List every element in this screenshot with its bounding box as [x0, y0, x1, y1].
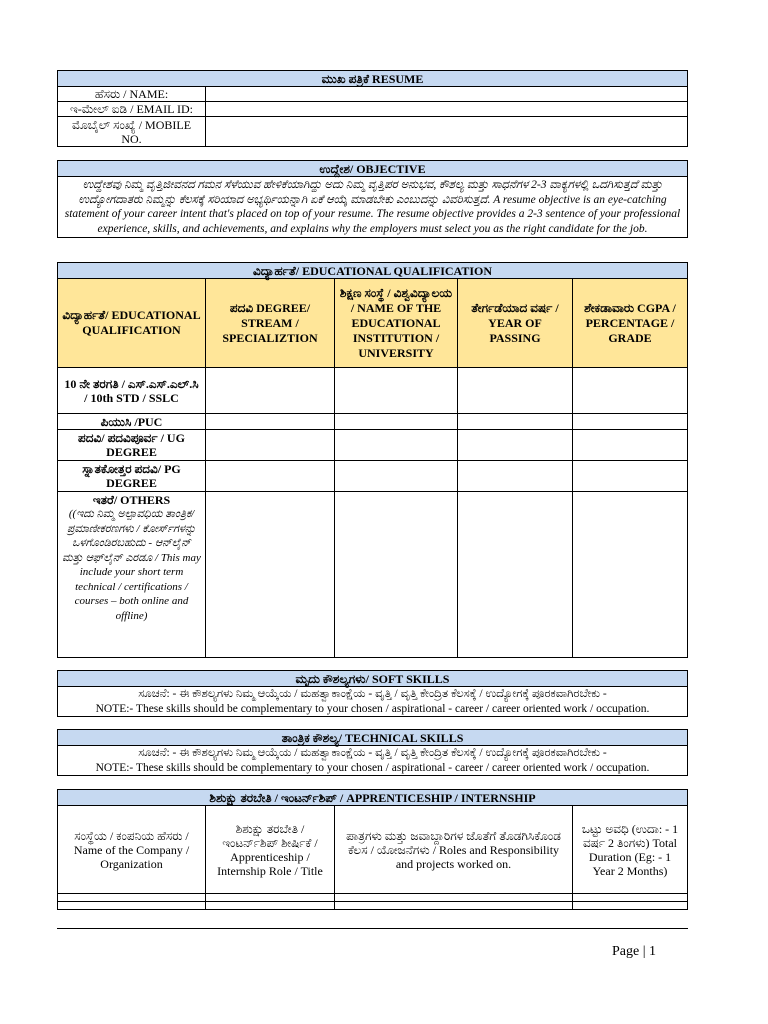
edu-cell[interactable] [335, 461, 458, 492]
table-row [58, 894, 688, 902]
intern-header-company: ಸಂಸ್ಥೆಯ / ಕಂಪನಿಯ ಹೆಸರು / Name of the Company / Organization [58, 806, 206, 894]
education-title: ವಿದ್ಯಾರ್ಹತೆ/ EDUCATIONAL QUALIFICATION [58, 263, 688, 279]
internship-title: ಶಿಶುಕ್ಷು ತರಬೇತಿ / ಇಂಟರ್ನ್‌ಶಿಪ್ / APPRENTICESHIP / INTERNSHIP [58, 790, 688, 806]
intern-cell[interactable] [573, 894, 688, 902]
edu-cell[interactable] [206, 368, 335, 414]
edu-cell[interactable] [206, 461, 335, 492]
others-label: ಇತರೆ/ OTHERS [92, 493, 171, 507]
edu-row-ug: ಪದವಿ/ ಪದವಿಪೂರ್ವ / UG DEGREE [58, 430, 206, 461]
edu-header-institution: ಶಿಕ್ಷಣ ಸಂಸ್ಥೆ / ವಿಶ್ವವಿದ್ಯಾಲಯ / NAME OF THE EDUCATIONAL INSTITUTION / UNIVERSITY [335, 279, 458, 368]
edu-cell[interactable] [335, 430, 458, 461]
objective-text-en: A resume objective is an eye-catching statement of your career intent that's placed on top of your resume. The resume objective provides a 2-3 sentence of your professional experience, skills, and achievements, and explains why the employers must select you as the right candidate for the job. [64, 193, 681, 235]
intern-cell[interactable] [335, 894, 573, 902]
technical-skills-note-kn: ಸೂಚನೆ: - ಈ ಕೌಶಲ್ಯಗಳು ನಿಮ್ಮ ಆಯ್ಕೆಯ / ಮಹತ್ವಾಕಾಂಕ್ಷೆಯ - ವೃತ್ತಿ / ವೃತ್ತಿ ಕೇಂದ್ರಿತ ಕೆಲಸಕ್ಕೆ / ಉದ್ಯೋಗಕ್ಕೆ ಪೂರಕವಾಗಿರಬೇಕು - [138, 747, 607, 759]
edu-cell[interactable] [458, 368, 573, 414]
table-row [58, 461, 688, 492]
resume-title: ಮುಖ ಪತ್ರಿಕೆ RESUME [58, 71, 688, 87]
objective-section [57, 160, 688, 238]
email-field[interactable] [206, 102, 688, 117]
internship-section [57, 789, 688, 910]
edu-cell[interactable] [335, 492, 458, 658]
intern-header-duration: ಒಟ್ಟು ಅವಧಿ (ಉದಾ: - 1 ವರ್ಷ 2 ತಿಂಗಳು) Total Duration (Eg: - 1 Year 2 Months) [573, 806, 688, 894]
intern-cell[interactable] [573, 902, 688, 910]
edu-cell[interactable] [573, 414, 688, 430]
page-number: Page | 1 [612, 944, 657, 959]
edu-cell[interactable] [573, 430, 688, 461]
intern-header-role: ಶಿಶುಕ್ಷು ತರಬೇತಿ / ಇಂಟರ್ನ್‌ಶಿಪ್ ಶೀರ್ಷಿಕೆ / Apprenticeship / Internship Role / Title [206, 806, 335, 894]
education-section [57, 262, 688, 658]
edu-header-degree: ಪದವಿ DEGREE/ STREAM / SPECIALIZTION [206, 279, 335, 368]
objective-title: ಉದ್ದೇಶ/ OBJECTIVE [58, 161, 688, 177]
edu-cell[interactable] [573, 368, 688, 414]
edu-cell[interactable] [206, 430, 335, 461]
edu-header-qualification: ವಿದ್ಯಾರ್ಹತೆ/ EDUCATIONAL QUALIFICATION [58, 279, 206, 368]
soft-skills-note-kn: ಸೂಚನೆ: - ಈ ಕೌಶಲ್ಯಗಳು ನಿಮ್ಮ ಆಯ್ಕೆಯ / ಮಹತ್ವಾಕಾಂಕ್ಷೆಯ - ವೃತ್ತಿ / ವೃತ್ತಿ ಕೇಂದ್ರಿತ ಕೆಲಸಕ್ಕೆ / ಉದ್ಯೋಗಕ್ಕೆ ಪೂರಕವಾಗಿರಬೇಕು - [138, 688, 607, 700]
intern-cell[interactable] [58, 894, 206, 902]
edu-cell[interactable] [206, 492, 335, 658]
edu-row-puc: ಪಿಯುಸಿ /PUC [58, 414, 206, 430]
soft-skills-title: ಮೃದು ಕೌಶಲ್ಯಗಳು/ SOFT SKILLS [58, 671, 688, 687]
intern-header-responsibility: ಪಾತ್ರಗಳು ಮತ್ತು ಜವಾಬ್ದಾರಿಗಳ ಜೊತೆಗೆ ತೊಡಗಿಸಿಕೊಂಡ ಕೆಲಸ / ಯೋಜನೆಗಳು / Roles and Responsibility and projects worked on. [335, 806, 573, 894]
mobile-label: ಮೊಬೈಲ್ ಸಂಖ್ಯೆ / MOBILE NO. [58, 117, 206, 147]
objective-text[interactable] [58, 177, 688, 238]
edu-cell[interactable] [458, 414, 573, 430]
resume-section [57, 70, 688, 147]
technical-skills-note[interactable] [58, 746, 688, 776]
edu-cell[interactable] [573, 461, 688, 492]
table-row [58, 902, 688, 910]
technical-skills-section [57, 729, 688, 776]
name-field[interactable] [206, 87, 688, 102]
technical-skills-note-en: NOTE:- These skills should be complementary to your chosen / aspirational - career / career oriented work / occupation. [95, 761, 650, 774]
email-label: ಇ-ಮೇಲ್ ಐಡಿ / EMAIL ID: [58, 102, 206, 117]
edu-header-year: ತೇರ್ಗಡೆಯಾದ ವರ್ಷ / YEAR OF PASSING [458, 279, 573, 368]
footer-divider [57, 928, 688, 929]
edu-row-sslc: 10 ನೇ ತರಗತಿ / ಎಸ್.ಎಸ್.ಎಲ್.ಸಿ / 10th STD / SSLC [58, 368, 206, 414]
edu-cell[interactable] [458, 430, 573, 461]
objective-text-kn: ಉದ್ದೇಶವು ನಿಮ್ಮ ವೃತ್ತಿಜೀವನದ ಗಮನ ಸೆಳೆಯುವ ಹೇಳಿಕೆಯಾಗಿದ್ದು ಅದು ನಿಮ್ಮ ವೃತ್ತಿಪರ ಅನುಭವ, ಕೌಶಲ್ಯ ಮತ್ತು ಸಾಧನೆಗಳ 2-3 ವಾಕ್ಯಗಳಲ್ಲಿ ಒದಗಿಸುತ್ತದೆ ಮತ್ತು ಉದ್ಯೋಗದಾತರು ನಿಮ್ಮನ್ನು ಕೆಲಸಕ್ಕೆ ಸರಿಯಾದ ಅಭ್ಯರ್ಥಿಯನ್ನಾಗಿ ಏಕೆ ಆಯ್ಕೆ ಮಾಡಬೇಕು ಎಂಬುದನ್ನು ವಿವರಿಸುತ್ತದೆ. [78, 179, 663, 206]
edu-cell[interactable] [458, 461, 573, 492]
edu-row-others [58, 492, 206, 658]
edu-cell[interactable] [458, 492, 573, 658]
edu-row-pg: ಸ್ನಾತಕೋತ್ತರ ಪದವಿ/ PG DEGREE [58, 461, 206, 492]
edu-header-grade: ಶೇಕಡಾವಾರು CGPA / PERCENTAGE / GRADE [573, 279, 688, 368]
technical-skills-title: ತಾಂತ್ರಿಕ ಕೌಶಲ್ಯ/ TECHNICAL SKILLS [58, 730, 688, 746]
table-row [58, 414, 688, 430]
soft-skills-section [57, 670, 688, 717]
table-row [58, 368, 688, 414]
edu-cell[interactable] [335, 368, 458, 414]
edu-cell[interactable] [206, 414, 335, 430]
intern-cell[interactable] [335, 902, 573, 910]
table-row [58, 492, 688, 658]
mobile-field[interactable] [206, 117, 688, 147]
soft-skills-note-en: NOTE:- These skills should be complementary to your chosen / aspirational - career / career oriented work / occupation. [95, 702, 650, 715]
table-row [58, 430, 688, 461]
intern-cell[interactable] [58, 902, 206, 910]
intern-cell[interactable] [206, 894, 335, 902]
others-note: ((ಇದು ನಿಮ್ಮ ಅಲ್ಪಾವಧಿಯ ತಾಂತ್ರಿಕ/ ಪ್ರಮಾಣೀಕರಣಗಳು / ಕೋರ್ಸ್‌ಗಳನ್ನು ಒಳಗೊಂಡಿರಬಹುದು - ಆನ್‌ಲೈನ್ ಮತ್ತು ಆಫ್‌ಲೈನ್ ಎರಡೂ / This may include your short term technical / certifications / courses – both online and offline) [62, 508, 201, 622]
intern-cell[interactable] [206, 902, 335, 910]
soft-skills-note[interactable] [58, 687, 688, 717]
name-label: ಹೆಸರು / NAME: [58, 87, 206, 102]
edu-cell[interactable] [335, 414, 458, 430]
edu-cell[interactable] [573, 492, 688, 658]
